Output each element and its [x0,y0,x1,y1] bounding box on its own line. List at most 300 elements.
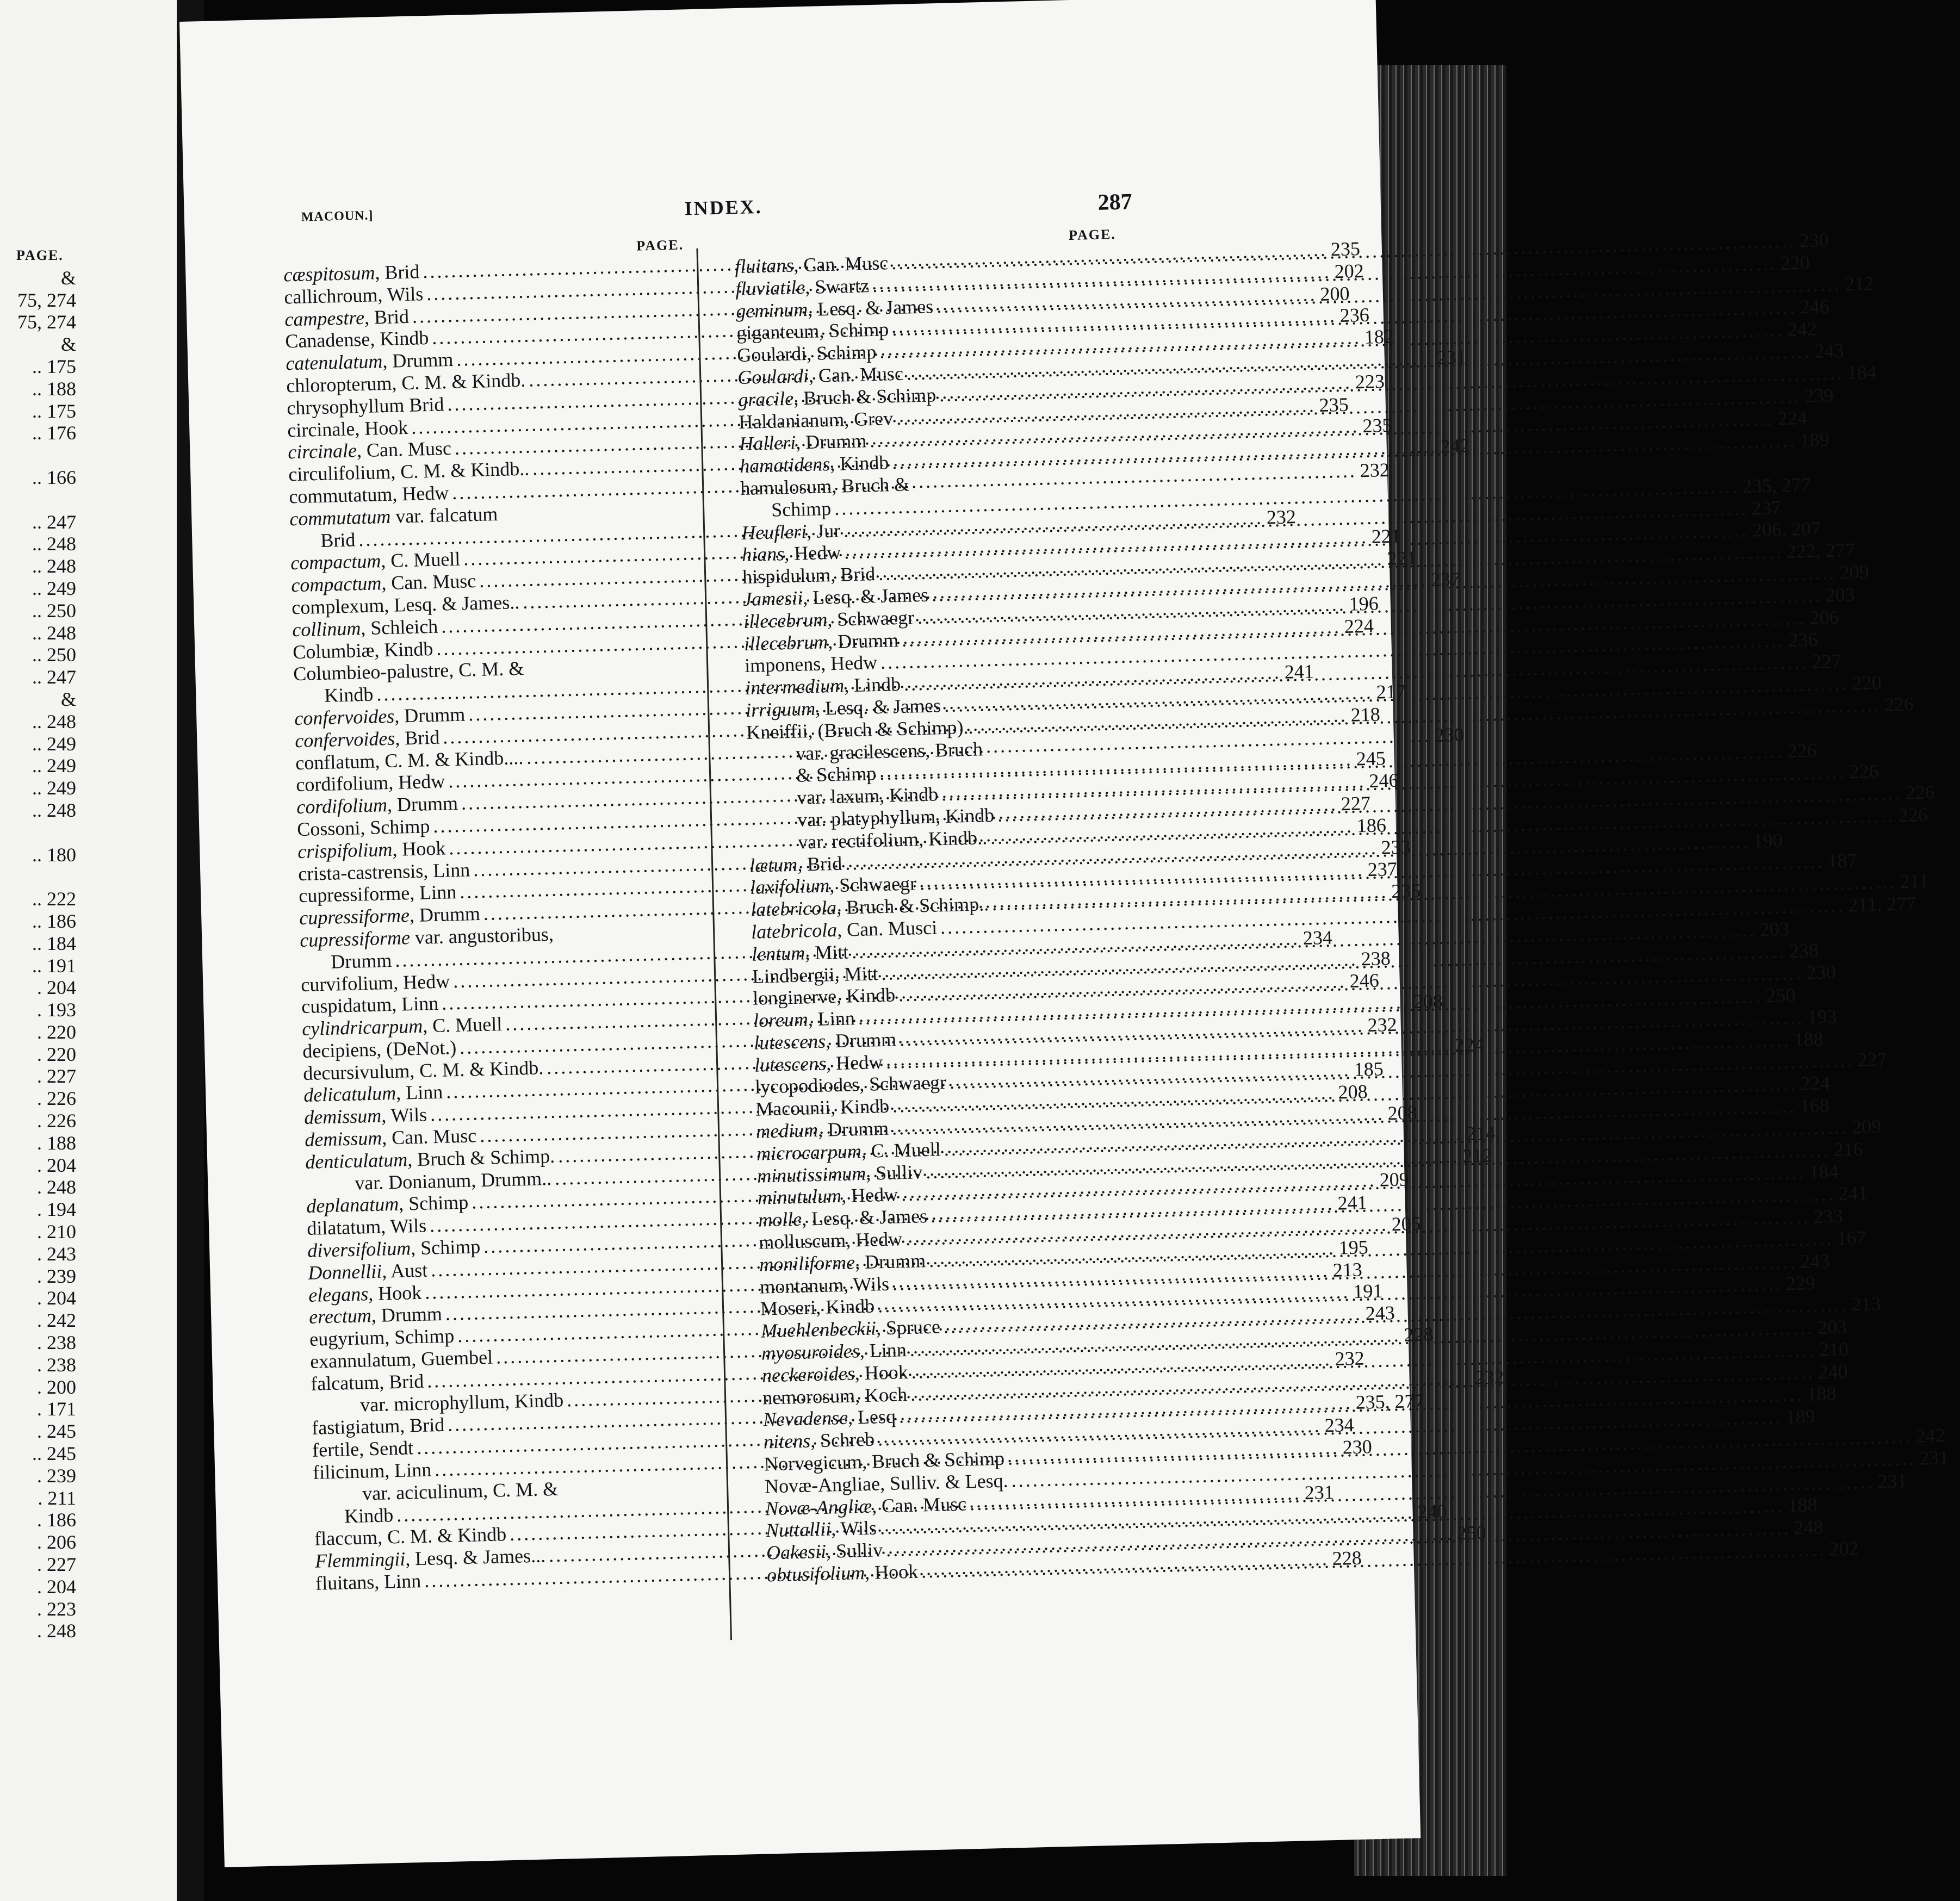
entry-species: cuspidatum, Linn [301,992,439,1018]
entry-name [294,684,374,707]
entry-name [289,482,449,508]
entry-page: 232 [1360,458,1390,482]
entry-species: Brid [320,528,356,551]
entry-species: Novæ-Angliæ [765,1495,872,1520]
entry-authority: , Schreb [810,1428,875,1452]
entry-name [757,1161,923,1187]
entry-page: 228 [1404,1323,1434,1346]
entry-page: 211 [1900,870,1929,893]
entry-name [308,1259,428,1284]
entry-species: curvifolium, Hedw [300,970,450,996]
entry-page: 221 [1387,546,1417,570]
entry-page: 238 [1361,947,1391,970]
entry-name [296,771,445,796]
entry-page: 246 [1368,769,1399,792]
entry-authority: , Bruch & Schimp.. [836,893,989,919]
entry-authority: , Schimp [398,1191,469,1215]
entry-species: Nevadense [762,1407,848,1431]
entry-authority: , Linn [395,1081,443,1104]
entry-name [760,1295,875,1320]
entry-page: 237 [1751,496,1782,519]
left-page-fragment: .. 186 [32,910,76,932]
entry-species: Kindb [324,683,374,706]
entry-page: 226 [1898,803,1928,826]
entry-species: medium [755,1119,818,1142]
entry-page: 217 [1376,680,1406,703]
entry-name [309,1303,443,1328]
entry-page: 243 [1800,1250,1830,1272]
left-page-fragment: .. 248 [32,533,76,555]
entry-page: 213 [1851,1293,1881,1315]
entry-species: falcatum, Brid [310,1370,424,1395]
entry-authority: , Can. Musc [381,1125,477,1149]
entry-species: Haldanianum, Grev [738,407,894,433]
entry-page: 188 [1788,1494,1818,1517]
entry-name [285,327,429,352]
entry-species: confervoides [294,705,395,730]
entry-name [753,1007,855,1032]
entry-page: 235 [1330,238,1361,260]
entry-species: circinale [287,439,357,463]
entry-authority: , Hedw [826,1051,883,1074]
entry-authority: , Bruch & Schimp [793,384,936,409]
entry-species: chrysophyllum Brid [286,393,444,419]
entry-page: 203 [1825,583,1856,606]
entry-page: 246 [1800,295,1830,318]
left-page-fragment: 75, 274 [17,289,76,311]
entry-species: moniliforme [759,1251,855,1276]
entry-page: 224 [1800,1072,1831,1095]
left-page-fragment: .. 248 [32,555,76,577]
entry-page: 184 [1847,361,1877,384]
entry-species: diversifolium [307,1237,411,1262]
left-page-fragment: .. 166 [32,466,76,488]
entry-page: 224 [1454,1033,1485,1056]
left-page-fragment: .. 248 [32,799,76,821]
entry-page: 200 [1320,282,1350,305]
entry-authority: , Schimp [410,1235,481,1259]
entry-authority: , Hook [392,837,446,860]
entry-name [287,393,444,419]
entry-authority: , Drumm [795,430,867,453]
entry-species: molluscum, Hedw [758,1228,903,1253]
entry-species: cupressiforme [299,927,411,951]
entry-species: hamatidens [739,453,830,477]
entry-species: giganteum, Schimp [736,318,889,344]
left-page-fragment: .. 188 [32,377,76,400]
entry-page: 235 [1319,393,1349,416]
entry-name [756,1117,889,1143]
entry-page: 190 [1753,829,1783,852]
entry-name [309,1325,455,1351]
entry-name [737,341,877,366]
entry-species: Cossoni, Schimp [296,815,430,841]
entry-authority: , Wils [381,1103,427,1127]
entry-name [311,1370,424,1395]
entry-page: 196 [1349,592,1379,615]
entry-name [297,815,430,841]
entry-authority: , Spruce [876,1315,941,1339]
left-page-fragment: . 194 [37,1198,76,1221]
entry-authority: , Lesq [847,1406,896,1429]
entry-authority: , Hook [368,1281,422,1304]
entry-species: var. aciculinum, C. M. & [362,1477,559,1505]
entry-page: 232 [1266,505,1297,528]
entry-authority: , Can. Musc [793,252,889,276]
left-page-fragment: & [60,688,76,710]
entry-name [758,1184,898,1209]
entry-species: lentum [751,942,805,965]
entry-page: 218 [1350,703,1381,726]
entry-species: Oakesii [766,1540,827,1564]
entry-page: 250 [1456,1521,1487,1544]
entry-species: Flemmingii [314,1548,406,1572]
entry-species: flaccum, C. M. & Kindb [314,1523,507,1550]
entry-name [761,1339,907,1364]
entry-page: 241 [1838,1182,1868,1205]
entry-species: fluviatile [735,276,805,300]
entry-species: catenulatum [285,350,383,375]
entry-page: 227 [1857,1048,1887,1071]
entry-name [735,252,889,278]
entry-page: 243 [1365,1302,1395,1325]
entry-page: 188 [1794,1028,1824,1051]
entry-species: erectum [308,1304,372,1328]
entry-species: geminum [735,298,808,322]
entry-authority: , Linn [808,1007,855,1030]
entry-species: Muehlenbeckii [760,1317,877,1342]
entry-species: crispifolium [297,838,393,862]
column-1-heading: PAGE. [636,237,684,254]
entry-name [758,1205,928,1231]
entry-species: var. Donianum, Drumm.. [354,1167,552,1194]
left-page-fragment: . 200 [37,1376,76,1398]
left-page-fragment: . 206 [37,1531,76,1554]
entry-authority: , Can. Musci [836,916,938,941]
entry-species: Goulardi, Schimp [736,341,877,366]
entry-page: 241 [1284,660,1314,683]
entry-species: cordifolium, Hedw [295,770,445,796]
entry-page: 203 [1759,917,1790,941]
entry-page: 189 [1785,1405,1816,1428]
entry-authority: , Brid [394,726,440,749]
left-page-fragment: .. 247 [32,666,76,688]
entry-page: 193 [1807,1005,1838,1028]
entry-species: denticulatum [305,1148,408,1173]
entry-species: nitens [763,1430,811,1453]
entry-authority: , Hedw [784,541,841,565]
entry-species: lutescens [754,1052,827,1076]
entry-species: demissum [303,1104,382,1129]
entry-page: 206 [1809,606,1840,629]
entry-name [741,519,841,544]
entry-name [294,703,466,729]
entry-species: decursivulum, C. M. & Kindb. [302,1056,544,1084]
entry-page: 209 [1839,561,1870,583]
left-page-fragment: . 226 [37,1110,76,1132]
entry-name [303,1081,443,1107]
entry-name [753,984,896,1010]
left-page-fragment: .. 248 [32,622,76,644]
entry-species: lætum [749,853,798,877]
entry-page: 222, 277 [1786,539,1856,563]
entry-species: var. laxum, Kindb [796,783,939,809]
index-page [179,0,1949,1867]
entry-species: longinerve, Kindb [752,984,896,1010]
entry-species: delicatulum [303,1082,396,1107]
entry-name [745,673,901,699]
entry-page: 235 [1362,414,1392,437]
entry-species: nemorosum, Koch [762,1383,908,1409]
entry-name [312,1437,414,1462]
entry-page: 235 [1391,879,1421,903]
entry-page: 209 [1851,1115,1882,1138]
entry-species: conflatum, C. M. & Kindb.... [295,746,524,774]
entry-name [299,881,457,907]
entry-species: fluitans, Linn [315,1570,421,1594]
left-page-fragment: . 238 [37,1332,76,1354]
entry-species: circulifolium, C. M. & Kindb.. [288,457,530,486]
left-page-heading: PAGE. [16,247,64,263]
entry-species: Heufleri [741,520,807,544]
entry-authority: , Drumm [817,1117,889,1141]
entry-species: compactum [290,572,382,597]
entry-name [766,1539,883,1564]
entry-name [766,1517,877,1542]
entry-species: Schimp [771,497,832,521]
entry-authority: , Lesq. & James... [405,1544,546,1570]
entry-name [741,498,832,522]
entry-species: exannulatum, Guembel [309,1346,493,1372]
entry-page: 242 [1440,434,1471,457]
entry-authority: , Brid [364,305,410,328]
entry-page: 227 [1341,792,1371,815]
left-page-fragment: & [60,333,76,356]
left-page-fragment: . 186 [37,1509,76,1531]
entry-page: 195 [1338,1236,1369,1259]
entry-page: 238 [1789,939,1819,962]
entry-page: 230 [1806,961,1837,984]
entry-name [312,1414,445,1439]
entry-species: Halleri [739,431,796,455]
entry-name [767,1561,919,1587]
entry-name [745,651,878,677]
entry-name [304,1104,427,1129]
entry-species: Columbieo-palustre, C. M. & [293,657,524,685]
entry-page: 230 [1799,229,1829,252]
left-page-fragment: . 223 [37,1598,76,1620]
entry-page: 242 [1915,1424,1945,1447]
left-page-fragment: . 204 [37,1154,76,1176]
entry-name [307,1215,427,1240]
entry-page: 209 [1379,1168,1410,1191]
entry-species: fluitans [734,254,794,278]
entry-species: callichroum, Wils [283,283,424,308]
entry-page: 236 [1788,629,1819,651]
entry-species: lutescens [753,1030,826,1054]
entry-page: 214 [1466,1122,1496,1145]
left-page-fragment: .. 176 [32,422,76,444]
entry-page: 233 [1381,835,1411,858]
entry-page: 232 [1335,1347,1365,1370]
entry-authority: , Schwaegr [827,606,915,630]
entry-name [284,305,410,330]
entry-authority: , Lindb [843,673,901,697]
entry-authority: , Lesq. & James [815,694,941,719]
left-page-fragments [0,245,76,1642]
entry-authority: , Brid [797,852,842,875]
entry-species: Lindbergii, Mitt [752,962,878,987]
entry-page: 227 [1812,650,1842,673]
entry-species: Kindb [344,1504,394,1527]
entry-authority: , Can. Musc [381,570,476,594]
left-page-fragment: . 211 [38,1487,76,1509]
entry-name [297,837,446,862]
entry-species: gracile [737,387,794,411]
entry-species: Novæ-Angliae, Sulliv. & Lesq. [764,1469,1009,1498]
entry-page: 243 [1814,339,1844,362]
entry-page: 237 [1367,858,1398,881]
entry-authority: , Can. Musc [808,362,904,387]
entry-name [752,962,878,987]
entry-name [747,762,877,788]
entry-page: 234 [1324,1414,1355,1437]
left-page-fragment: . 210 [37,1221,76,1243]
entry-species: Donnellii [307,1260,382,1284]
entry-page: 220 [1852,671,1882,694]
left-page-fragment [0,444,76,467]
left-page-fragment [0,866,76,888]
entry-species: minutissimum [756,1162,866,1187]
entry-page: 233 [1813,1204,1844,1228]
entry-species: Moseri, Kindb [760,1295,875,1320]
entry-species: fertile, Sendt [312,1437,414,1462]
left-page-fragment: .. 245 [32,1443,76,1465]
entry-name [755,1095,890,1121]
entry-page: 208 [1338,1080,1368,1103]
left-page-fragment: . 171 [37,1398,76,1420]
left-page-fragment: .. 175 [32,400,76,422]
entry-authority: , Linn [859,1339,907,1362]
entry-page: 208 [1387,1102,1418,1125]
entry-name [292,615,438,641]
left-page-fragment: . 226 [37,1088,76,1110]
entry-authority: , Lesq. & James [807,295,934,320]
entry-species: minutulum [757,1185,842,1209]
entry-authority: , Hook [864,1560,919,1584]
entry-authority: , Lesq. & James [801,1205,928,1230]
entry-species: var. microphyllum, Kindb [359,1389,564,1416]
entry-page: 202 [1829,1537,1859,1560]
entry-page: 206, 207 [1752,517,1821,541]
entry-species: collinum [291,617,361,641]
left-page-fragment: .. 247 [32,511,76,533]
entry-authority: , Jur [806,519,841,542]
left-page-fragment: . 239 [37,1464,76,1487]
entry-page: 205 [1391,1212,1422,1235]
entry-species: var. rectifolium, Kindb.. [797,826,988,853]
entry-page: 223 [1355,370,1385,393]
entry-species: cordifolium [296,794,388,818]
entry-species: Nuttallii [765,1518,832,1542]
entry-authority: , Mitt [804,941,849,964]
entry-name [764,1428,875,1453]
entry-species: laxifolium [749,874,830,899]
entry-name [749,852,842,877]
column-2-heading: PAGE. [1068,226,1117,244]
entry-species: neckeroides [761,1362,855,1387]
entry-page: 213 [1332,1258,1363,1281]
entry-name [762,1361,908,1387]
left-page-fragment: . 220 [37,1043,76,1065]
entry-species: montanum, Wils [759,1272,890,1298]
entry-species: Kneiffii, (Bruch & Schimp).. [746,716,973,743]
entry-authority: , C. Muell [380,548,461,572]
entry-authority: , Drumm [825,1028,897,1052]
left-page-fragment: . 227 [37,1065,76,1088]
entry-species: demissum [304,1127,382,1151]
entry-species: var. platyphyllum, Kindb [797,804,995,831]
page-number: 287 [1097,189,1133,215]
entry-species: Drumm [330,949,392,973]
left-page-fragment: . 193 [37,999,76,1021]
left-page-fragment: . 248 [37,1620,76,1642]
entry-species: campestre [284,306,365,331]
entry-authority: , Sulliv [865,1160,923,1184]
entry-page: 226 [1905,781,1936,804]
entry-name [754,1028,897,1054]
entry-name [736,319,889,345]
entry-name [296,792,458,818]
entry-page: 232 [1474,1365,1505,1389]
entry-page: 239 [1804,384,1834,407]
entry-species: commutatum, Hedw [288,482,449,508]
entry-page: 226 [1787,740,1818,762]
left-page-fragment: . 204 [37,1575,76,1598]
entry-authority: , Drumm [371,1303,443,1327]
left-page-fragment: . 242 [37,1309,76,1332]
entry-page: 226 [1849,760,1880,783]
entry-page: 245 [1356,747,1386,770]
entry-page: 216 [1833,1138,1864,1160]
entry-page: 232 [1367,1013,1398,1036]
entry-authority: , Drumm [854,1250,926,1273]
entry-species: intermedium [745,674,845,699]
entry-species: microcarpum [756,1140,862,1165]
left-page-fragment: .. 250 [32,599,76,622]
entry-species: illecebrum [743,630,828,655]
left-page-fragment: . 245 [37,1420,76,1443]
entry-page: 224 [1777,407,1808,430]
left-page-fragment: .. 248 [32,710,76,732]
entry-page: 228 [1332,1546,1362,1570]
entry-species: imponens, Hedw [744,651,878,677]
entry-page: 240 [1417,1500,1448,1523]
left-page-fragment: . 248 [37,1176,76,1198]
entry-species: irriguum [745,697,816,721]
left-page-fragment: .. 249 [32,777,76,799]
entry-authority: , Bruch & Schimp. [407,1145,555,1171]
entry-species: var. gracilescens, Bruch [795,737,983,765]
entry-species: filicinum, Linn [312,1458,432,1483]
entry-page: 240 [1818,1360,1848,1383]
entry-species: latebricola [750,897,837,921]
left-page-fragment: . 188 [37,1132,76,1154]
entry-page: 210 [1819,1338,1849,1360]
entry-name [752,941,849,965]
entry-authority: , C. Muell [422,1013,503,1037]
entry-page: 230 [1342,1436,1373,1458]
